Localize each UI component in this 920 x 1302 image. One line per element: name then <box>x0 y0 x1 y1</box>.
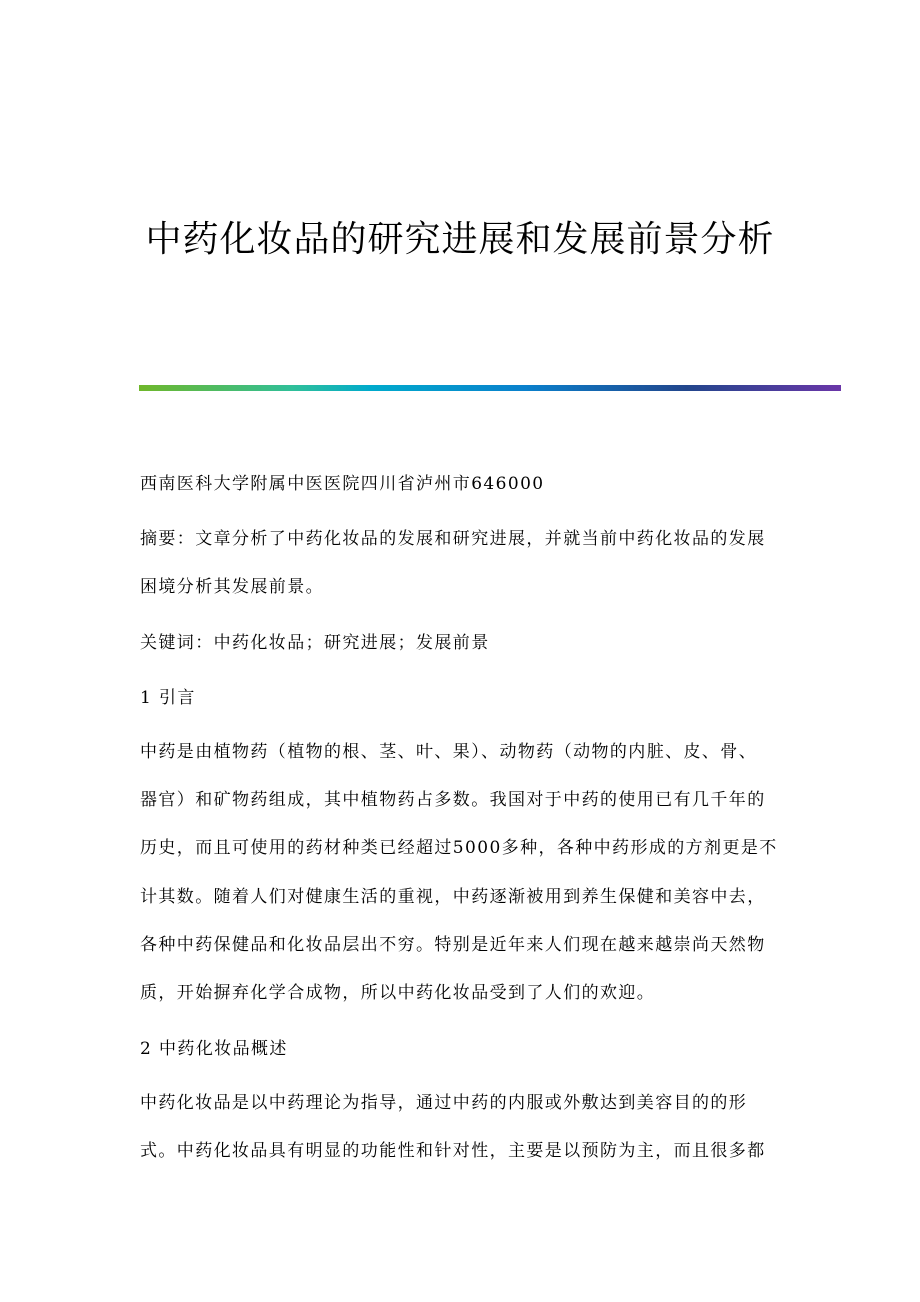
body-line: 式。中药化妆品具有明显的功能性和针对性，主要是以预防为主，而且很多都 <box>140 1141 766 1161</box>
body-line: 质，开始摒弃化学合成物，所以中药化妆品受到了人们的欢迎。 <box>140 983 656 1003</box>
body-line: 器官）和矿物药组成，其中植物药占多数。我国对于中药的使用已有几千年的 <box>140 790 766 810</box>
keywords: 关键词：中药化妆品；研究进展；发展前景 <box>140 633 490 653</box>
body-line: 计其数。随着人们对健康生活的重视，中药逐渐被用到养生保健和美容中去， <box>140 887 766 907</box>
body-line: 中药化妆品是以中药理论为指导，通过中药的内服或外敷达到美容目的的形 <box>140 1093 748 1113</box>
body-line: 中药是由植物药（植物的根、茎、叶、果）、动物药（动物的内脏、皮、骨、 <box>140 742 758 762</box>
document-title: 中药化妆品的研究进展和发展前景分析 <box>145 219 775 260</box>
section-heading-overview: 2 中药化妆品概述 <box>140 1039 288 1059</box>
abstract-line: 困境分析其发展前景。 <box>140 577 324 597</box>
affiliation: 西南医科大学附属中医医院四川省泸州市646000 <box>140 474 545 494</box>
body-line: 历史，而且可使用的药材种类已经超过5000多种，各种中药形成的方剂更是不 <box>140 838 778 858</box>
section-heading-introduction: 1 引言 <box>140 688 196 708</box>
title-divider <box>139 385 841 391</box>
body-line: 各种中药保健品和化妆品层出不穷。特别是近年来人们现在越来越崇尚天然物 <box>140 935 766 955</box>
abstract-line: 摘要：文章分析了中药化妆品的发展和研究进展，并就当前中药化妆品的发展 <box>140 529 766 549</box>
